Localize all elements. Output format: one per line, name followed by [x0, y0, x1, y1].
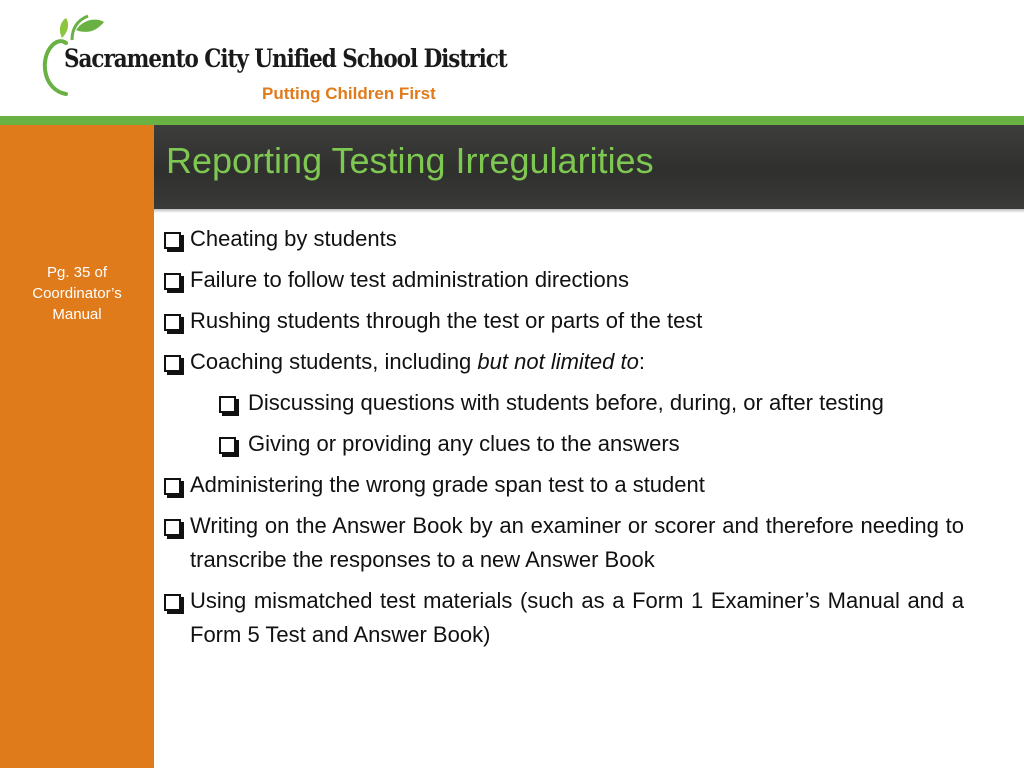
- list-item-text: Cheating by students: [190, 226, 397, 251]
- header: [0, 0, 1024, 116]
- list-item: [158, 345, 964, 379]
- checkbox-bullet-icon: [164, 232, 181, 249]
- list-item: [158, 222, 964, 256]
- list-item: [158, 584, 964, 652]
- checkbox-bullet-icon: [164, 519, 181, 536]
- checkbox-bullet-icon: [164, 273, 181, 290]
- list-item-text: Coaching students, including: [190, 349, 478, 374]
- bullet-list: [158, 222, 964, 659]
- list-item: [158, 468, 964, 502]
- list-item-text-end: :: [638, 349, 645, 374]
- page-reference-note: Pg. 35 of Coordinator’s Manual: [32, 264, 122, 323]
- list-item: [158, 509, 964, 577]
- checkbox-bullet-icon: [164, 314, 181, 331]
- list-item-text: Discussing questions with students before, during, or after testing: [248, 390, 884, 415]
- list-item: [158, 304, 964, 338]
- sub-list-item: [158, 427, 964, 461]
- list-item-text: Administering the wrong grade span test to a student: [190, 472, 705, 497]
- sub-list-item: [158, 386, 964, 420]
- list-item-text: Writing on the Answer Book by an examiner or scorer and therefore needing to transcribe the responses to a new Answer Book: [190, 513, 964, 572]
- organization-tagline: Putting Children First: [262, 84, 436, 103]
- organization-name: Sacramento City Unified School District: [64, 44, 507, 73]
- sidebar: [0, 125, 154, 768]
- list-item-text: Using mismatched test materials (such as a Form 1 Examiner’s Manual and a Form 5 Test and Answer Book): [190, 588, 964, 647]
- checkbox-bullet-icon: [164, 478, 181, 495]
- checkbox-bullet-icon: [164, 594, 181, 611]
- list-item-text: Failure to follow test administration directions: [190, 267, 629, 292]
- list-item-text: Giving or providing any clues to the answers: [248, 431, 680, 456]
- header-divider: [0, 116, 1024, 125]
- list-item-emphasis: but not limited to: [477, 349, 639, 374]
- list-item: [158, 263, 964, 297]
- list-item-text: Rushing students through the test or parts of the test: [190, 308, 703, 333]
- checkbox-bullet-icon: [219, 396, 236, 413]
- checkbox-bullet-icon: [164, 355, 181, 372]
- checkbox-bullet-icon: [219, 437, 236, 454]
- slide-title: Reporting Testing Irregularities: [166, 140, 654, 181]
